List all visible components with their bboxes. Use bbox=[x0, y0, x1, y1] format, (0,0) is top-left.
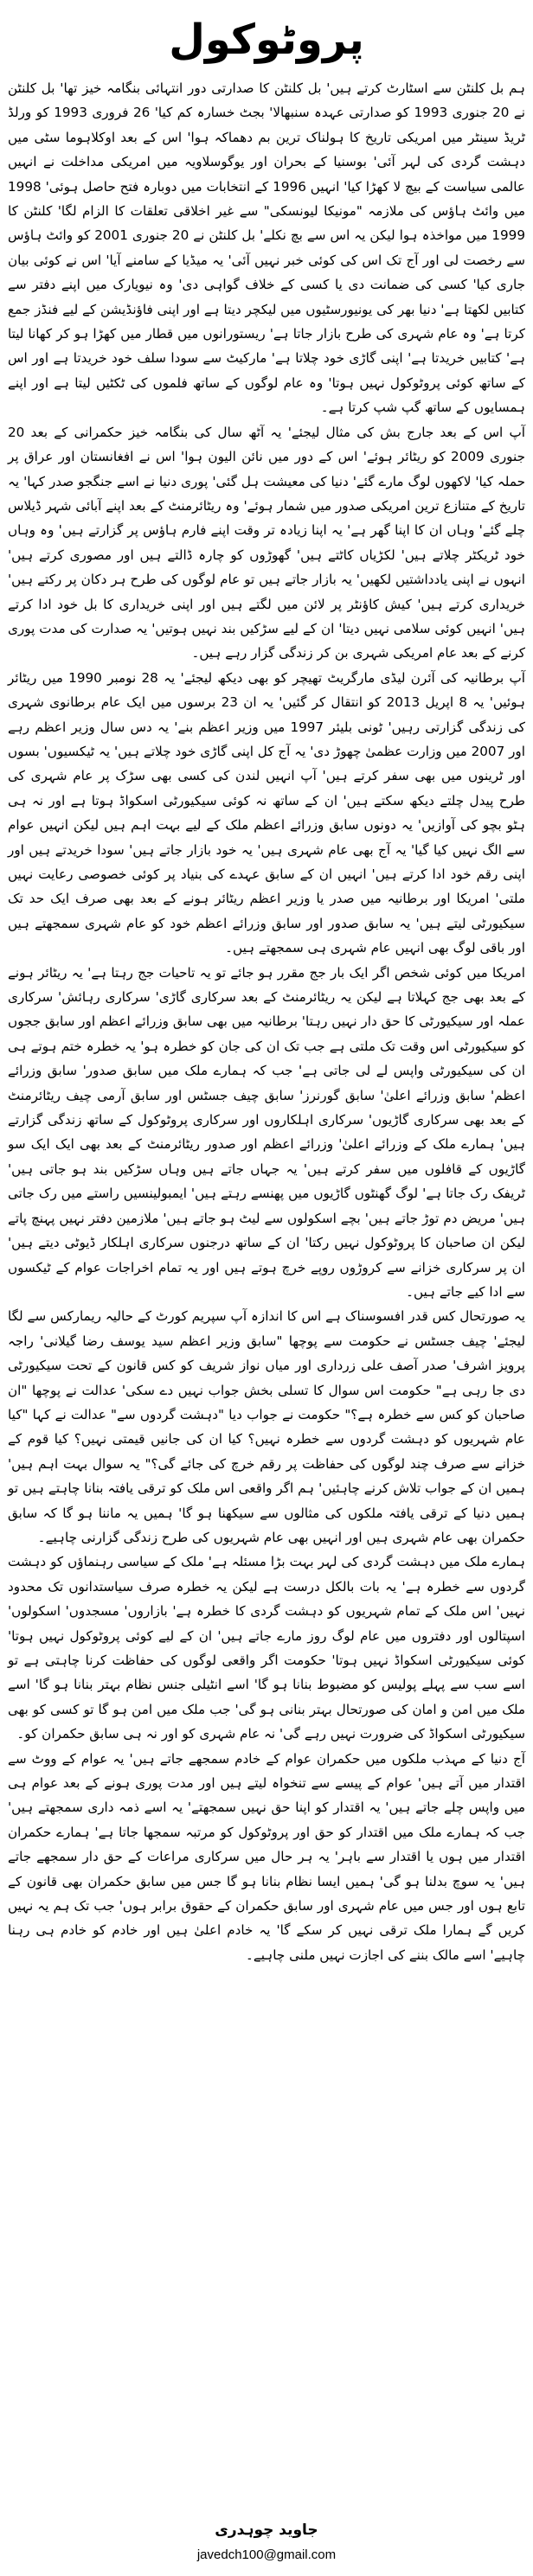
paragraph: ہمارے ملک میں دہشت گردی کی لہر بہت بڑا مسئلہ ہے' ملک کے سیاسی رہنماؤں کو دہشت گردوں سے خطرہ ہے' یہ بات بالکل درست ہے لیکن یہ خطرہ صرف سیاستدانوں تک محدود نہیں' اس ملک کے تمام شہریوں کو دہشت گردی کا خطرہ ہے' بازاروں' مسجدوں' اسکولوں' اسپتالوں اور دفتروں میں عام لوگ روز مارے جاتے ہیں' ان کے لیے کوئی پروٹوکول نہیں ہوتا' کوئی سیکیورٹی اسکواڈ نہیں ہوتا' حکومت اگر واقعی لوگوں کی حفاظت کرنا چاہتی ہے تو اسے سب سے پہلے پولیس کو مضبوط بنانا ہو گا' اسے انٹیلی جنس نظام بہتر بنانا ہو گا' اسے ملک میں امن و امان کی صورتحال بہتر بنانی ہو گی' جب ملک میں امن ہو گا تو کسی کو بھی سیکیورٹی اسکواڈ کی ضرورت نہیں رہے گی' نہ عام شہری کو اور نہ ہی سابق حکمران کو۔ bbox=[8, 1554, 525, 1742]
paragraph: یہ صورتحال کس قدر افسوسناک ہے اس کا اندازہ آپ سپریم کورٹ کے حالیہ ریمارکس سے لگا لیجئے' چیف جسٹس نے حکومت سے پوچھا "سابق وزیر اعظم سید یوسف رضا گیلانی' راجہ پرویز اشرف' صدر آصف علی زرداری اور میاں نواز شریف کو کس قانون کے تحت سیکیورٹی دی جا رہی ہے" حکومت اس سوال کا تسلی بخش جواب نہیں دے سکی' عدالت نے پوچھا "ان صاحبان کو کس سے خطرہ ہے؟" حکومت نے جواب دیا "دہشت گردوں سے" عدالت نے کہا "کیا عام شہریوں کو دہشت گردوں سے خطرہ نہیں؟ کیا ان کی جانیں قیمتی نہیں؟ کیا قوم کے خزانے سے صرف چند لوگوں کی حفاظت پر رقم خرچ کی جائے گی؟" یہ سوال بہت اہم ہیں' ہمیں ان کے جواب تلاش کرنے چاہئیں' ہم اگر واقعی اس ملک کو ترقی یافتہ بنانا چاہتے ہیں تو ہمیں دنیا کے ترقی یافتہ ملکوں کی مثالوں سے سیکھنا ہو گا' ہمیں یہ ماننا ہو گا کہ سابق حکمران بھی عام شہری ہیں اور انہیں بھی عام شہریوں کی طرح زندگی گزارنی چاہیے۔ bbox=[8, 1308, 525, 1545]
paragraph: امریکا میں کوئی شخص اگر ایک بار جج مقرر ہو جائے تو یہ تاحیات جج رہتا ہے' یہ ریٹائر ہونے کے بعد بھی جج کہلاتا ہے لیکن یہ ریٹائرمنٹ کے بعد سرکاری گاڑی' سرکاری رہائش' سرکاری عملہ اور سیکیورٹی کا حق دار نہیں رہتا' برطانیہ میں بھی سابق وزرائے اعظم اور سابق ججوں کو سیکیورٹی اس وقت تک ملتی ہے جب تک ان کی جان کو خطرہ ہو' یہ خطرہ ختم ہوتے ہی ان کی سیکیورٹی واپس لے لی جاتی ہے' جب کہ ہمارے ملک میں سابق صدور' سابق وزرائے اعظم' سابق وزرائے اعلیٰ' سابق گورنرز' سابق چیف جسٹس اور سابق آرمی چیف ریٹائرمنٹ کے بعد بھی سرکاری گاڑیوں' سرکاری اہلکاروں اور سرکاری پروٹوکول کے ساتھ زندگی گزارتے ہیں' ہمارے ملک کے وزرائے اعلیٰ' وزرائے اعظم اور صدور ریٹائرمنٹ کے بعد بھی ایک ایک سو گاڑیوں کے قافلوں میں سفر کرتے ہیں' یہ جہاں جاتے ہیں وہاں سڑکیں بند ہو جاتی ہیں' ٹریفک رک جاتا ہے' لوگ گھنٹوں گاڑیوں میں پھنسے رہتے ہیں' ایمبولینسیں راستے میں رک جاتی ہیں' مریض دم توڑ جاتے ہیں' بچے اسکولوں سے لیٹ ہو جاتے ہیں' ملازمین دفتر نہیں پہنچ پاتے لیکن ان صاحبان کا پروٹوکول نہیں رکتا' ان کے ساتھ درجنوں سرکاری اہلکار ڈیوٹی دیتے ہیں' ان پر سرکاری خزانے سے کروڑوں روپے خرچ ہوتے ہیں اور یہ تمام اخراجات عوام کے ٹیکسوں سے ادا کیے جاتے ہیں۔ bbox=[8, 964, 525, 1300]
author-email[interactable]: javedch100@gmail.com bbox=[196, 2547, 337, 2562]
author-name: جاوید چوہدری bbox=[215, 2522, 318, 2539]
paragraph: آپ اس کے بعد جارج بش کی مثال لیجئے' یہ آٹھ سال کی بنگامہ خیز حکمرانی کے بعد 20 جنوری 2009 کو ریٹائر ہوئے' اس کے دور میں نائن الیون ہوا' اس نے افغانستان اور عراق پر حملہ کیا' لاکھوں لوگ مارے گئے' دنیا کی معیشت ہل گئی' پوری دنیا نے اسے جنگجو صدر کہا' یہ تاریخ کے متنازع ترین امریکی صدور میں شمار ہوئے' وہ ریٹائرمنٹ کے بعد اپنے آبائی شہر ڈیلاس چلے گئے' وہاں ان کا اپنا گھر ہے' یہ اپنا زیادہ تر وقت اپنے فارم ہاؤس پر گزارتے ہیں' وہ وہاں خود ٹریکٹر چلاتے ہیں' لکڑیاں کاٹتے ہیں' گھوڑوں کو چارہ ڈالتے ہیں اور مصوری کرتے ہیں' انہوں نے اپنی یادداشتیں لکھیں' یہ بازار جاتے ہیں تو عام لوگوں کی طرح ہر دکان پر رکتے ہیں' خریداری کرتے ہیں' کیش کاؤنٹر پر لائن میں لگتے ہیں اور اپنی خریداری کا بل خود ادا کرتے ہیں' انہیں کوئی سلامی نہیں دیتا' ان کے لیے سڑکیں بند نہیں ہوتیں' یہ صدارت کی مدت پوری کرنے کے بعد عام امریکی شہری بن کر زندگی گزار رہے ہیں۔ bbox=[8, 424, 525, 662]
paragraph: آپ برطانیہ کی آئرن لیڈی مارگریٹ تھیچر کو بھی دیکھ لیجئے' یہ 28 نومبر 1990 میں ریٹائر ہوئیں' یہ 8 اپریل 2013 کو انتقال کر گئیں' یہ ان 23 برسوں میں ایک عام برطانوی شہری کی زندگی گزارتی رہیں' ٹونی بلیئر 1997 میں وزیر اعظم بنے' یہ دس سال وزیر اعظم رہے اور 2007 میں وزارت عظمیٰ چھوڑ دی' یہ آج کل اپنی گاڑی خود چلاتے ہیں' یہ ٹیکسیوں' بسوں اور ٹرینوں میں بھی سفر کرتے ہیں' آپ انہیں لندن کی کسی بھی سڑک پر عام شہری کی طرح پیدل چلتے دیکھ سکتے ہیں' ان کے ساتھ نہ کوئی سیکیورٹی اسکواڈ ہوتا ہے اور نہ ہی ہٹو بچو کی آوازیں' یہ دونوں سابق وزرائے اعظم ملک کے لیے بہت اہم ہیں لیکن انہیں عوام سے الگ نہیں کیا گیا' یہ آج بھی عام شہری ہیں' یہ خود بازار جاتے ہیں' سودا خریدتے ہیں اور اپنی رقم خود ادا کرتے ہیں' انہیں ان کے سابق عہدے کی بنیاد پر کوئی خصوصی رعایت نہیں ملتی' امریکا اور برطانیہ میں صدر یا وزیر اعظم ریٹائر ہونے کے بعد بھی صرف ایک حد تک سیکیورٹی لیتے ہیں' یہ سابق صدور اور سابق وزرائے اعظم خود کو عام شہری سمجھتے ہیں اور باقی لوگ بھی انہیں عام شہری ہی سمجھتے ہیں۔ bbox=[8, 669, 526, 956]
article-body bbox=[8, 76, 525, 1967]
paragraph: آج دنیا کے مہذب ملکوں میں حکمران عوام کے خادم سمجھے جاتے ہیں' یہ عوام کے ووٹ سے اقتدار میں آتے ہیں' عوام کے پیسے سے تنخواہ لیتے ہیں اور مدت پوری ہونے کے بعد عوام ہی میں واپس چلے جاتے ہیں' یہ اقتدار کو اپنا حق نہیں سمجھتے' یہ اسے ذمہ داری سمجھتے ہیں' جب کہ ہمارے ملک میں اقتدار کو حق اور پروٹوکول کو مرتبہ سمجھا جاتا ہے' ہمارے حکمران اقتدار میں ہوں یا اقتدار سے باہر' یہ ہر حال میں سرکاری مراعات کے حق دار سمجھے جاتے ہیں' یہ سوچ بدلنا ہو گی' ہمیں ایسا نظام بنانا ہو گا جس میں سابق حکمران بھی قانون کے تابع ہوں اور جس میں عام شہری اور سابق حکمران کے حقوق برابر ہوں' جب تک ہم یہ نہیں کریں گے ہمارا ملک ترقی نہیں کر سکے گا' یہ خادم اعلیٰ ہیں اور خادم کو خادم ہی رہنا چاہیے' اسے مالک بننے کی اجازت نہیں ملنی چاہیے۔ bbox=[8, 1750, 525, 1963]
paragraph: ہم بل کلنٹن سے اسٹارٹ کرتے ہیں' بل کلنٹن کا صدارتی دور انتہائی بنگامہ خیز تھا' بل کلنٹن نے 20 جنوری 1993 کو صدارتی عہدہ سنبھالا' بجٹ خسارہ کم کیا' 26 فروری 1993 کو ورلڈ ٹریڈ سینٹر میں امریکی تاریخ کا ہولناک ترین بم دھماکہ ہوا' اس کے بعد اوکلاہوما سٹی میں دہشت گردی کی لہر آئی' بوسنیا کے بحران اور یوگوسلاویہ میں امریکی مداخلت نے انہیں عالمی سیاست کے بیچ لا کھڑا کیا' انہیں 1996 کے انتخابات میں دوبارہ فتح حاصل ہوئی' 1998 میں وائٹ ہاؤس کی ملازمہ "مونیکا لیونسکی" سے غیر اخلاقی تعلقات کا الزام لگا' کلنٹن کا 1999 میں مواخذہ ہوا لیکن یہ اس سے بچ نکلے' بل کلنٹن نے 20 جنوری 2001 کو وائٹ ہاؤس سے رخصت لی اور آج تک اس کی کوئی خبر نہیں آئی' یہ میڈیا کے سامنے آیا' اس نے کوئی بیان جاری کیا' کسی کی ضمانت دی یا کسی کے خلاف گواہی دی' وہ نیویارک میں اپنے دفتر سے کتابیں لکھتا ہے' دنیا بھر کی یونیورسٹیوں میں لیکچر دیتا ہے اور اپنی فاؤنڈیشن کے لیے فنڈز جمع کرتا ہے' وہ عام شہری کی طرح بازار جاتا ہے' ریستورانوں میں قطار میں کھڑا ہو کر کھانا لیتا ہے' کتابیں خریدتا ہے' اپنی گاڑی خود چلاتا ہے' مارکیٹ سے سودا سلف خود خریدتا ہے اور اس کے ساتھ کوئی پروٹوکول نہیں ہوتا' وہ عام لوگوں کے ساتھ فلموں کی ٹکٹیں لیتا ہے اور اپنے ہمسایوں کے ساتھ گپ شپ کرتا ہے۔ bbox=[8, 80, 525, 416]
column-title: پروٹوکول bbox=[169, 16, 364, 64]
